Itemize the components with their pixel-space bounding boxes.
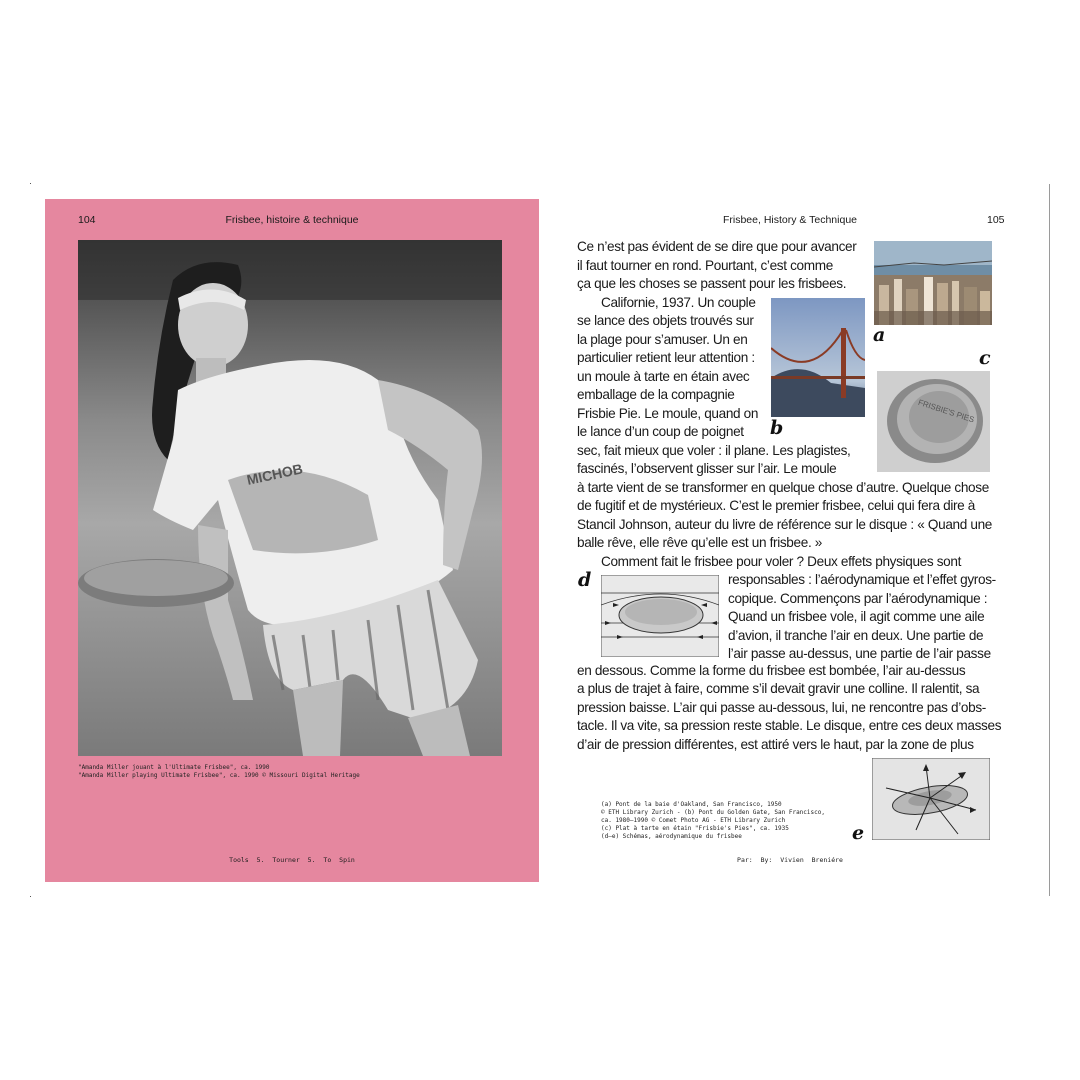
body-line: Stancil Johnson, auteur du livre de référence sur le disque : « Quand une <box>577 517 993 532</box>
body-line: la plage pour s’amuser. Un en <box>577 332 748 347</box>
pie-tin-engraving: FRISBIE'S PIES <box>917 397 976 425</box>
page-number-left: 104 <box>78 214 96 226</box>
frisbee-player-photo <box>78 240 502 756</box>
pie-tin-photo <box>877 371 990 472</box>
figure-caption-line: ca. 1980–1990 © Comet Photo AG - ETH Library Zurich <box>601 817 786 824</box>
shirt-print-text: MICHOB <box>245 460 305 488</box>
photo-caption-fr: "Amanda Miller jouant à l'Ultimate Frisbee", ca. 1990 <box>78 764 270 771</box>
body-line: ça que les choses se passent pour les frisbees. <box>577 276 847 291</box>
figure-caption-line: (c) Plat à tarte en étain "Frisbie's Pies", ca. 1935 <box>601 825 789 832</box>
airflow-diagram <box>601 575 719 657</box>
figure-captions <box>601 801 825 841</box>
running-title-left: Frisbee, histoire & technique <box>225 214 359 226</box>
body-line: tacle. Il va vite, sa pression reste stable. Le disque, entre ces deux masses <box>577 718 1002 733</box>
body-line: il faut tourner en rond. Pourtant, c’est comme <box>577 258 833 273</box>
crop-mark <box>30 896 31 897</box>
golden-gate-photo <box>771 298 865 417</box>
body-line: balle rêve, elle rêve qu’elle est un frisbee. » <box>577 535 823 550</box>
figure-caption-line: © ETH Library Zurich - (b) Pont du Golden Gate, San Francisco, <box>601 809 825 816</box>
body-line: d’air de pression différentes, est attiré vers le haut, par la zone de plus <box>577 737 974 752</box>
body-line: d’avion, il tranche l’air en deux. Une partie de <box>728 628 984 643</box>
figure-label-d: d <box>578 569 592 591</box>
body-line: l’air passe au-dessus, une partie de l’air passe <box>728 646 991 661</box>
body-line: Californie, 1937. Un couple <box>601 295 756 310</box>
figure-label-a: a <box>873 324 886 346</box>
gyroscope-diagram <box>872 758 990 840</box>
running-title-right: Frisbee, History & Technique <box>722 214 858 226</box>
footer-right: Par: By: Vivien Breniére <box>737 856 843 864</box>
body-line: se lance des objets trouvés sur <box>577 313 754 328</box>
body-line: sec, fait mieux que voler : il plane. Les plagistes, <box>577 443 851 458</box>
footer-left: Tools 5. Tourner 5. To Spin <box>229 856 355 864</box>
figure-label-b: b <box>770 417 784 439</box>
body-line: de fugitif et de mystérieux. C’est le premier frisbee, celui qui fera dire à <box>577 498 976 513</box>
body-line: pression baisse. L’air qui passe au-dessous, lui, ne rencontre pas d’obs- <box>577 700 986 715</box>
page-edge <box>1049 184 1050 896</box>
body-line: Quand un frisbee vole, il agit comme une aile <box>728 609 985 624</box>
body-line: a plus de trajet à faire, comme s’il devait gravir une colline. Il ralentit, sa <box>577 681 980 696</box>
body-line: responsables : l’aérodynamique et l’effet gyros- <box>728 572 996 587</box>
body-line: à tarte vient de se transformer en quelque chose d’autre. Quelque chose <box>577 480 989 495</box>
figure-caption-line: (d–e) Schémas, aérodynamique du frisbee <box>601 833 742 840</box>
figure-label-c: c <box>979 347 991 369</box>
page-number-right: 105 <box>987 214 1005 226</box>
body-line: Frisbie Pie. Le moule, quand on <box>577 406 759 421</box>
body-line: en dessous. Comme la forme du frisbee est bombée, l’air au-dessus <box>577 663 966 678</box>
body-line: emballage de la compagnie <box>577 387 735 402</box>
figure-label-e: e <box>852 822 865 844</box>
body-line: particulier retient leur attention : <box>577 350 755 365</box>
body-line: Ce n’est pas évident de se dire que pour avancer <box>577 239 857 254</box>
figure-caption-line: (a) Pont de la baie d'Oakland, San Francisco, 1950 <box>601 801 782 808</box>
crop-mark <box>30 183 31 184</box>
cityscape-photo <box>874 241 992 325</box>
photo-caption <box>78 764 360 780</box>
left-page <box>45 199 539 882</box>
body-line: copique. Commençons par l’aérodynamique : <box>728 591 988 606</box>
photo-caption-en: "Amanda Miller playing Ultimate Frisbee", ca. 1990 © Missouri Digital Heritage <box>78 772 360 779</box>
body-line: le lance d’un coup de poignet <box>577 424 744 439</box>
body-line: Comment fait le frisbee pour voler ? Deux effets physiques sont <box>601 554 962 569</box>
body-line: un moule à tarte en étain avec <box>577 369 750 384</box>
body-line: fascinés, l’observent glisser sur l’air. Le moule <box>577 461 837 476</box>
